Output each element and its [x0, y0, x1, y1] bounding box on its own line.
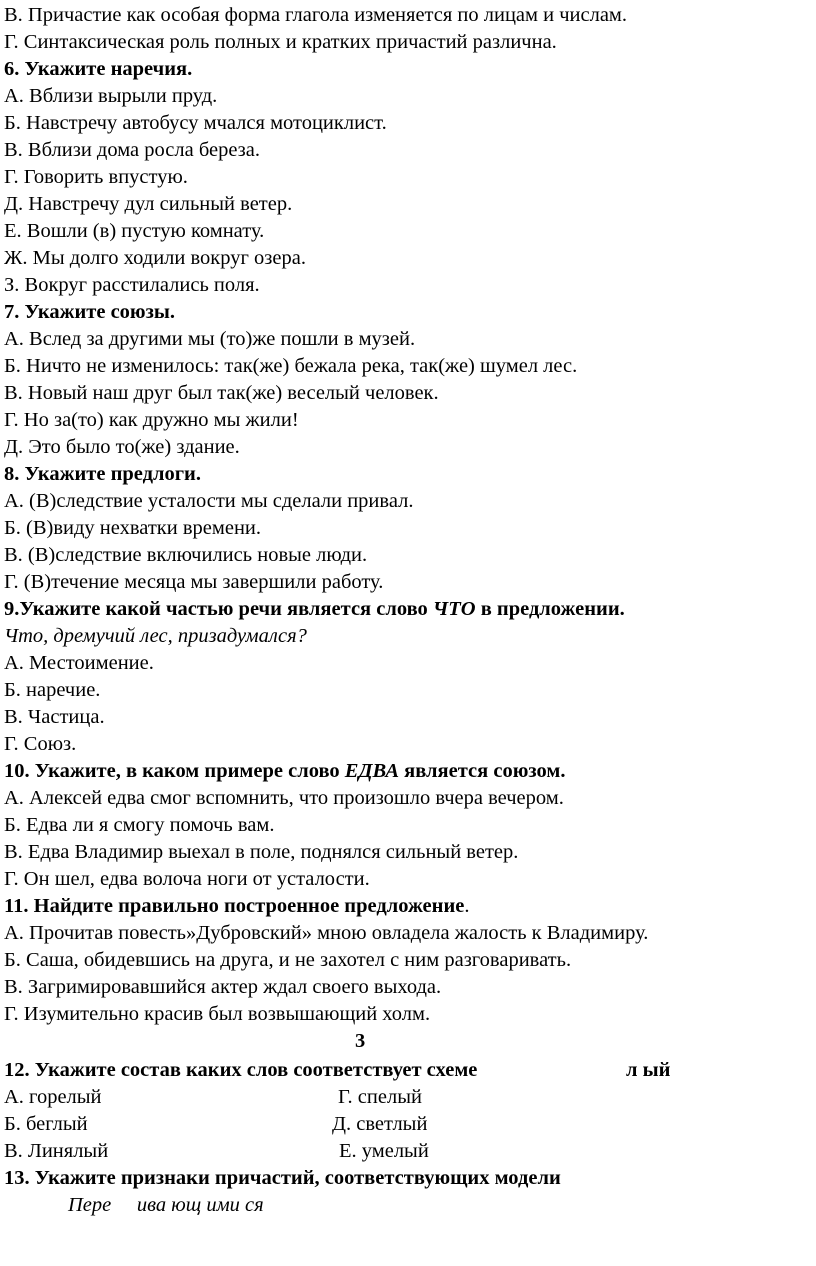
q7-option: Г. Но за(то) как дружно мы жили!	[4, 409, 299, 431]
q12-option: В. Линялый	[4, 1140, 109, 1162]
question-8-title: 8. Укажите предлоги.	[4, 463, 201, 485]
q11-option: А. Прочитав повесть»Дубровский» мною овладела жалость к Владимиру.	[4, 922, 649, 944]
q10-option: В. Едва Владимир выехал в поле, поднялся сильный ветер.	[4, 841, 519, 863]
q12-option: Г. спелый	[338, 1086, 422, 1108]
text-line: Г. Синтаксическая роль полных и кратких причастий различна.	[4, 31, 557, 53]
q10-title-part: 10. Укажите, в каком примере слово	[4, 760, 345, 782]
page-number: 3	[355, 1030, 366, 1052]
q9-title-word: ЧТО	[432, 598, 476, 620]
q9-option: Г. Союз.	[4, 733, 77, 755]
q6-option: В. Вблизи дома росла береза.	[4, 139, 260, 161]
question-12-title: 12. Укажите состав каких слов соответствует схеме	[4, 1059, 478, 1081]
q11-title-text: 11. Найдите правильно построенное предложение	[4, 895, 465, 917]
text-line: В. Причастие как особая форма глагола изменяется по лицам и числам.	[4, 4, 628, 26]
q6-option: А. Вблизи вырыли пруд.	[4, 85, 218, 107]
q7-option: Д. Это было то(же) здание.	[4, 436, 240, 458]
q9-option: В. Частица.	[4, 706, 105, 728]
q12-option: Б. беглый	[4, 1113, 88, 1135]
q11-title-tail: .	[464, 895, 470, 917]
question-10-title	[4, 758, 565, 785]
q12-option: Д. светлый	[332, 1113, 428, 1135]
q6-option: Д. Навстречу дул сильный ветер.	[4, 193, 293, 215]
question-11-title	[4, 893, 470, 920]
q11-option: Г. Изумительно красив был возвышающий холм.	[4, 1003, 431, 1025]
q8-option: В. (В)следствие включились новые люди.	[4, 544, 368, 566]
q9-sentence: Что, дремучий лес, призадумался?	[4, 625, 307, 647]
q7-option: Б. Ничто не изменилось: так(же) бежала река, так(же) шумел лес.	[4, 355, 578, 377]
q9-title-part: 9.Укажите какой частью речи является слово	[4, 598, 433, 620]
q9-option: А. Местоимение.	[4, 652, 154, 674]
q10-title-part: является союзом.	[399, 760, 566, 782]
q6-option: Ж. Мы долго ходили вокруг озера.	[4, 247, 306, 269]
q6-option: Е. Вошли (в) пустую комнату.	[4, 220, 265, 242]
q10-option: А. Алексей едва смог вспомнить, что произошло вчера вечером.	[4, 787, 564, 809]
q6-option: Б. Навстречу автобусу мчался мотоциклист.	[4, 112, 387, 134]
question-13-title: 13. Укажите признаки причастий, соответствующих модели	[4, 1167, 561, 1189]
q9-option: Б. наречие.	[4, 679, 101, 701]
q8-option: А. (В)следствие усталости мы сделали привал.	[4, 490, 414, 512]
q10-option: Г. Он шел, едва волоча ноги от усталости.	[4, 868, 370, 890]
q6-option: З. Вокруг расстилались поля.	[4, 274, 260, 296]
q11-option: Б. Саша, обидевшись на друга, и не захотел с ним разговаривать.	[4, 949, 572, 971]
question-6-title: 6. Укажите наречия.	[4, 58, 193, 80]
q10-title-word: ЕДВА	[344, 760, 400, 782]
q13-model: Пере ива ющ ими ся	[68, 1194, 264, 1216]
q12-scheme: л ый	[626, 1059, 671, 1081]
q7-option: В. Новый наш друг был так(же) веселый человек.	[4, 382, 439, 404]
q6-option: Г. Говорить впустую.	[4, 166, 188, 188]
q12-option: А. горелый	[4, 1086, 102, 1108]
q9-title-part: в предложении.	[475, 598, 625, 620]
q11-option: В. Загримировавшийся актер ждал своего выхода.	[4, 976, 442, 998]
question-9-title	[4, 596, 625, 623]
question-7-title: 7. Укажите союзы.	[4, 301, 175, 323]
q8-option: Б. (В)виду нехватки времени.	[4, 517, 262, 539]
q10-option: Б. Едва ли я смогу помочь вам.	[4, 814, 275, 836]
q7-option: А. Вслед за другими мы (то)же пошли в музей.	[4, 328, 416, 350]
q12-option: Е. умелый	[339, 1140, 429, 1162]
q8-option: Г. (В)течение месяца мы завершили работу.	[4, 571, 384, 593]
